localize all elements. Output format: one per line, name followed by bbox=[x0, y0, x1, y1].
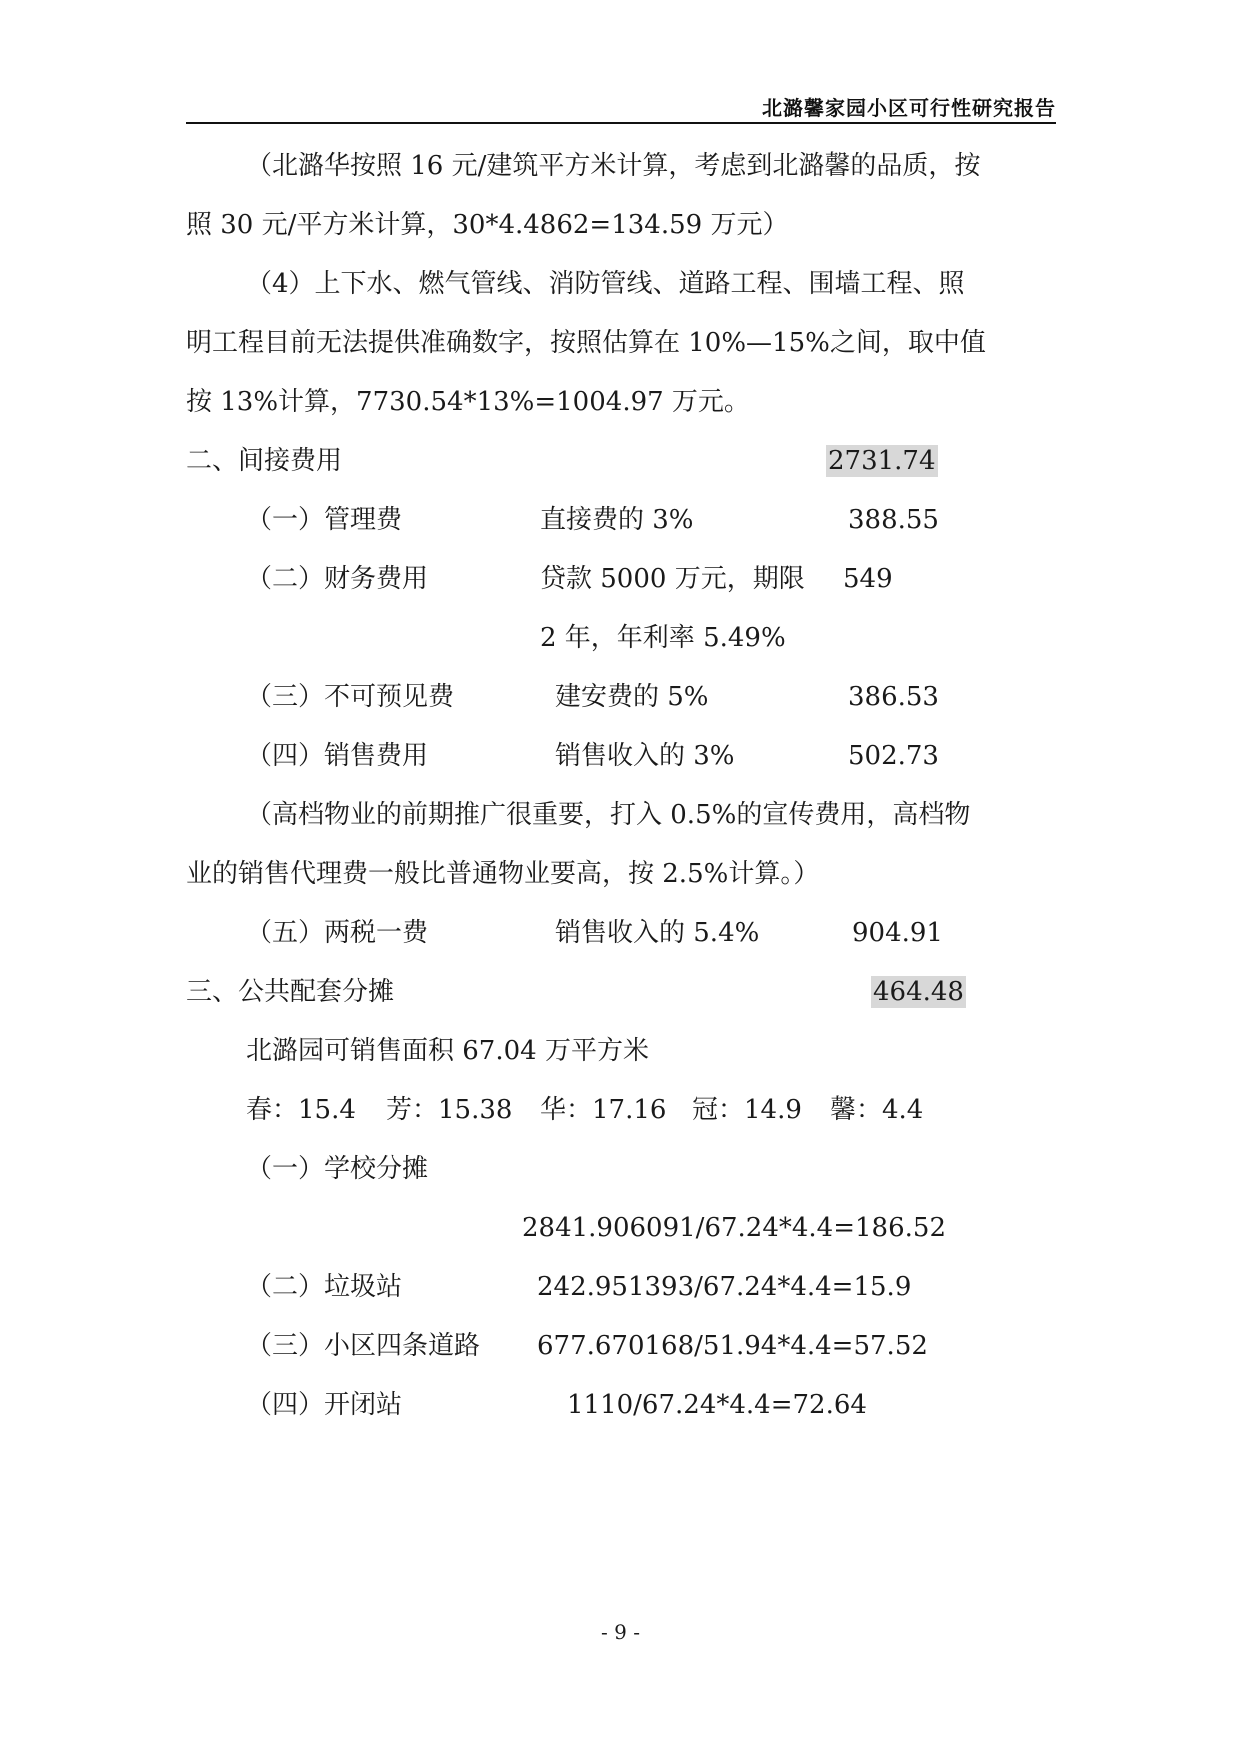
cost-item-name: （五）两税一费 bbox=[246, 918, 429, 948]
area-item: 春：15.4 bbox=[246, 1095, 356, 1125]
paragraph-line: 明工程目前无法提供准确数字，按照估算在 10%—15%之间，取中值 bbox=[186, 328, 986, 358]
allocation-item-formula: 2841.906091/67.24*4.4=186.52 bbox=[522, 1213, 946, 1243]
section-total-indirect: 2731.74 bbox=[828, 446, 936, 476]
allocation-item-name: （二）垃圾站 bbox=[246, 1272, 403, 1302]
area-line: 北潞园可销售面积 67.04 万平方米 bbox=[246, 1036, 649, 1066]
cost-item-basis: 贷款 5000 万元，期限 bbox=[540, 564, 805, 594]
section-total-public: 464.48 bbox=[873, 977, 964, 1007]
cost-item-value: 386.53 bbox=[848, 682, 939, 712]
paragraph-line: 按 13%计算，7730.54*13%=1004.97 万元。 bbox=[186, 387, 750, 417]
cost-item-value: 502.73 bbox=[848, 741, 939, 771]
cost-item-value: 549 bbox=[843, 564, 893, 594]
cost-item-value: 388.55 bbox=[848, 505, 939, 535]
allocation-item-name: （四）开闭站 bbox=[246, 1390, 403, 1420]
section-heading-public: 三、公共配套分摊 bbox=[186, 977, 395, 1007]
allocation-item-formula: 1110/67.24*4.4=72.64 bbox=[567, 1390, 867, 1420]
cost-item-basis: 销售收入的 5.4% bbox=[555, 918, 760, 948]
page-header bbox=[186, 86, 1056, 122]
cost-item-name: （四）销售费用 bbox=[246, 741, 429, 771]
cost-item-basis: 销售收入的 3% bbox=[555, 741, 735, 771]
header-title: 北潞馨家园小区可行性研究报告 bbox=[762, 96, 1056, 120]
area-item: 华：17.16 bbox=[540, 1095, 667, 1125]
cost-item-value: 904.91 bbox=[852, 918, 943, 948]
area-item: 芳：15.38 bbox=[386, 1095, 513, 1125]
allocation-item-formula: 242.951393/67.24*4.4=15.9 bbox=[537, 1272, 912, 1302]
paragraph-line: （北潞华按照 16 元/建筑平方米计算，考虑到北潞馨的品质，按 bbox=[246, 151, 981, 181]
area-item: 馨：4.4 bbox=[830, 1095, 924, 1125]
section-heading-indirect: 二、间接费用 bbox=[186, 446, 343, 476]
allocation-item-name: （一）学校分摊 bbox=[246, 1154, 429, 1184]
cost-item-name: （二）财务费用 bbox=[246, 564, 429, 594]
paragraph-line: （4）上下水、燃气管线、消防管线、道路工程、围墙工程、照 bbox=[246, 269, 965, 299]
paragraph-line: 业的销售代理费一般比普通物业要高，按 2.5%计算。） bbox=[186, 859, 820, 889]
allocation-item-formula: 677.670168/51.94*4.4=57.52 bbox=[537, 1331, 928, 1361]
cost-item-basis: 2 年，年利率 5.49% bbox=[540, 623, 786, 653]
paragraph-line: （高档物业的前期推广很重要，打入 0.5%的宣传费用，高档物 bbox=[246, 800, 971, 830]
paragraph-line: 照 30 元/平方米计算，30*4.4862=134.59 万元） bbox=[186, 210, 789, 240]
cost-item-basis: 建安费的 5% bbox=[555, 682, 709, 712]
header-rule bbox=[186, 122, 1056, 124]
page-number: - 9 - bbox=[601, 1620, 640, 1644]
area-item: 冠：14.9 bbox=[692, 1095, 802, 1125]
cost-item-name: （一）管理费 bbox=[246, 505, 403, 535]
allocation-item-name: （三）小区四条道路 bbox=[246, 1331, 481, 1361]
cost-item-basis: 直接费的 3% bbox=[540, 505, 694, 535]
cost-item-name: （三）不可预见费 bbox=[246, 682, 455, 712]
